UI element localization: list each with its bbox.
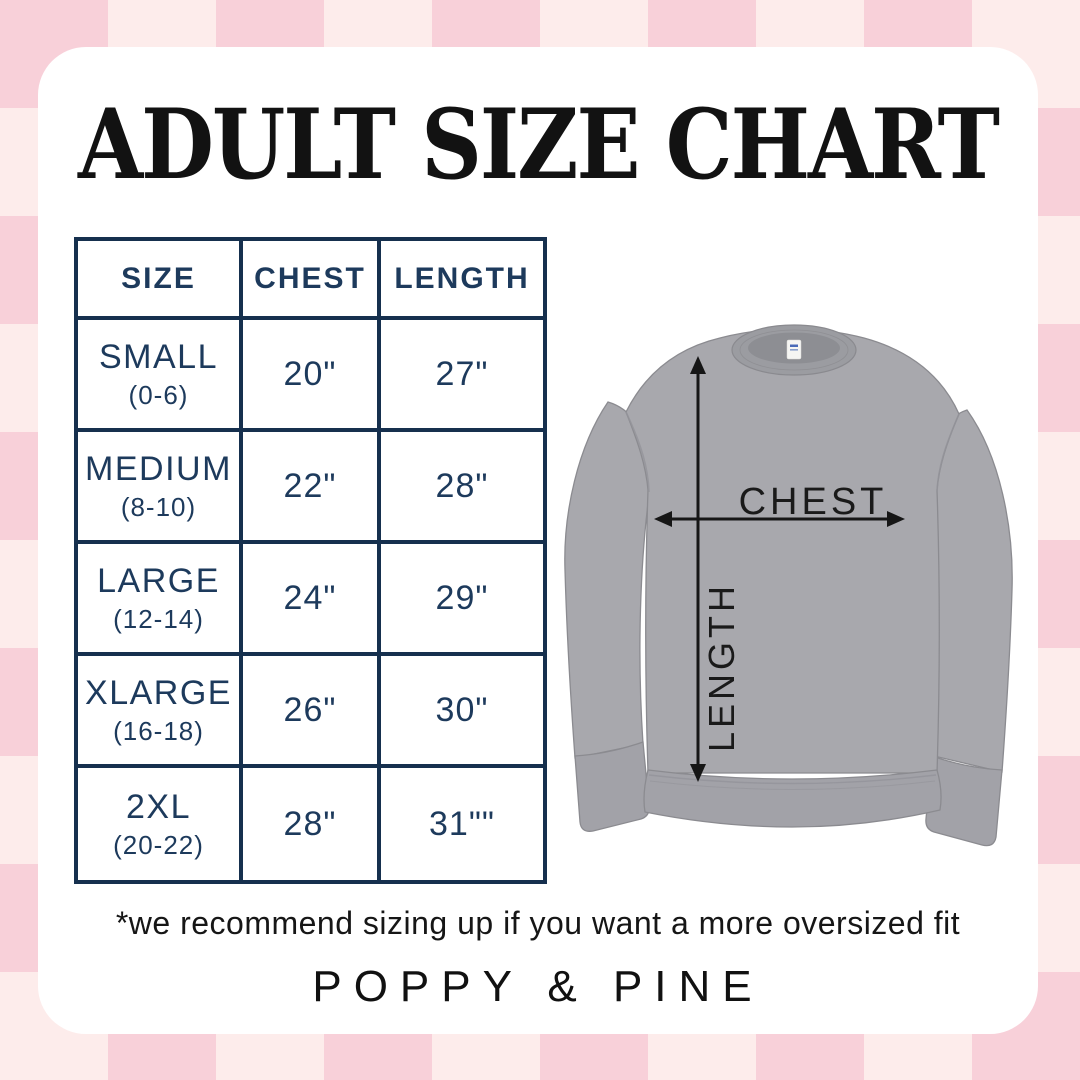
size-label: MEDIUM: [85, 449, 232, 488]
size-label: SMALL: [99, 337, 218, 376]
sweatshirt-graphic: [550, 318, 1030, 853]
size-range: (12-14): [113, 603, 204, 634]
table-cell-length: [381, 768, 543, 880]
length-value: 27": [435, 354, 489, 393]
chest-measurement-label: CHEST: [738, 481, 888, 523]
sweatshirt-body: [626, 329, 959, 773]
table-row-xlarge-size: [78, 656, 243, 768]
neck-tag: [787, 340, 801, 359]
length-value: 30": [435, 690, 489, 729]
table-cell-chest: [243, 768, 381, 880]
sweatshirt-left-sleeve: [565, 402, 650, 758]
size-label: 2XL: [126, 787, 191, 826]
table-row-small-size: [78, 320, 243, 432]
size-label: LARGE: [97, 561, 220, 600]
page-title: ADULT SIZE CHART: [77, 87, 998, 201]
length-value: 31"": [429, 804, 495, 843]
sizing-footnote: *we recommend sizing up if you want a more oversized fit: [115, 905, 961, 941]
sweatshirt-left-cuff: [575, 742, 649, 831]
brand-name: POPPY & PINE: [312, 962, 764, 1011]
size-range: (8-10): [120, 491, 197, 522]
column-header-length: LENGTH: [381, 241, 543, 320]
chest-value: 20": [283, 354, 337, 393]
content-card: [38, 47, 1038, 1034]
length-value: 29": [435, 578, 489, 617]
size-range: (0-6): [128, 379, 189, 410]
table-cell-chest: [243, 320, 381, 432]
size-table: [74, 237, 547, 884]
table-cell-length: [381, 656, 543, 768]
size-range: (16-18): [113, 715, 204, 746]
column-header-chest: CHEST: [243, 241, 381, 320]
chest-value: 22": [283, 466, 337, 505]
table-cell-length: [381, 544, 543, 656]
table-cell-chest: [243, 432, 381, 544]
length-value: 28": [435, 466, 489, 505]
chest-value: 24": [283, 578, 337, 617]
table-cell-chest: [243, 544, 381, 656]
chest-value: 28": [283, 804, 337, 843]
size-range: (20-22): [113, 829, 204, 860]
table-cell-chest: [243, 656, 381, 768]
table-row-2xl-size: [78, 768, 243, 880]
table-cell-length: [381, 432, 543, 544]
length-measurement-label: LENGTH: [701, 581, 742, 753]
chest-value: 26": [283, 690, 337, 729]
size-label: XLARGE: [85, 673, 232, 712]
table-cell-length: [381, 320, 543, 432]
column-header-size: SIZE: [78, 241, 243, 320]
table-row-medium-size: [78, 432, 243, 544]
table-row-large-size: [78, 544, 243, 656]
